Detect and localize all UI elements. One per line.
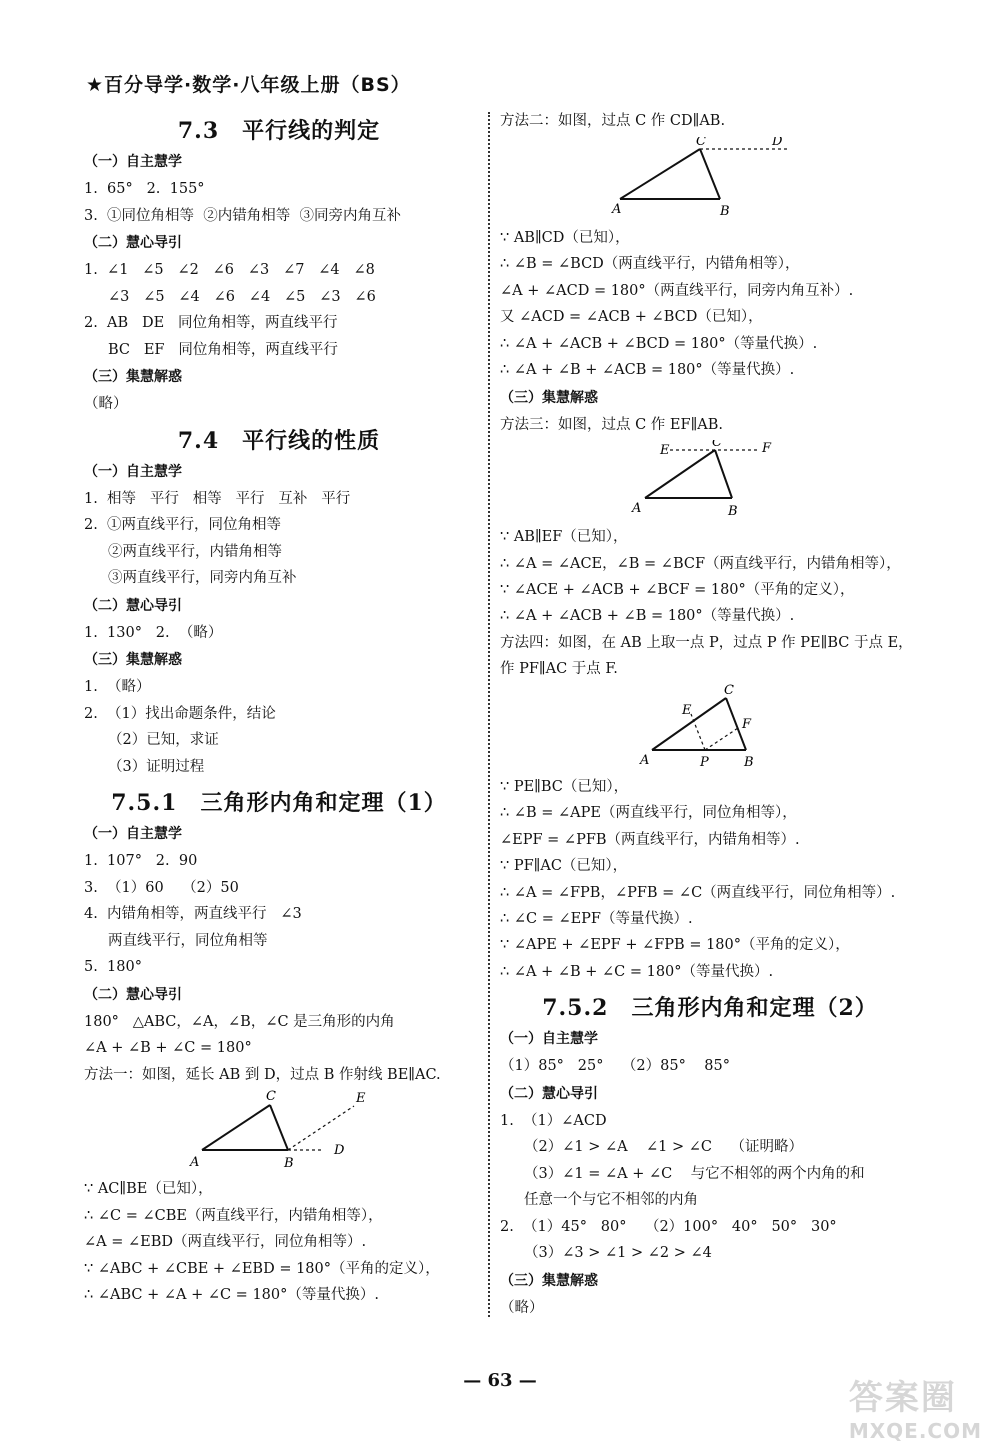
answer-line: 4. 内错角相等，两直线平行 ∠3 xyxy=(84,906,302,922)
proof-line: ∴ ∠A = ∠FPB，∠PFB = ∠C（两直线平行，同位角相等）. xyxy=(500,884,896,901)
subheading: （三）集慧解惑 xyxy=(500,1272,598,1289)
answer-line: 5. 180° xyxy=(84,959,142,975)
proof-line: ∴ ∠A + ∠ACB + ∠B = 180°（等量代换）. xyxy=(500,608,795,624)
subheading: （二）慧心导引 xyxy=(500,1085,598,1102)
subheading: （二）慧心导引 xyxy=(84,597,182,614)
subheading: （三）集慧解惑 xyxy=(500,389,598,406)
answer-line: 1. 65° 2. 155° xyxy=(84,181,205,197)
proof-line: ∠EPF = ∠PFB（两直线平行，内错角相等）. xyxy=(500,831,800,848)
right-column xyxy=(500,108,920,1321)
answer-line: 2. ①两直线平行，同位角相等 xyxy=(84,517,282,533)
answer-line: 两直线平行，同位角相等 xyxy=(108,932,268,949)
proof-line: ∵ PE∥BC（已知）， xyxy=(500,778,629,795)
answer-line: 1. 130° 2. （略） xyxy=(84,624,223,641)
answer-line: 180° △ABC，∠A，∠B，∠C 是三角形的内角 xyxy=(84,1013,395,1030)
label-E: E xyxy=(682,702,692,718)
proof-line: ∵ PF∥AC（已知）， xyxy=(500,858,628,874)
proof-line: ∴ ∠B = ∠BCD（两直线平行，内错角相等）， xyxy=(500,256,800,272)
proof-line: ∴ ∠C = ∠EPF（等量代换）. xyxy=(500,910,693,927)
label-B: B xyxy=(720,203,730,219)
label-B: B xyxy=(284,1156,294,1170)
method-intro: 方法四：如图，在 AB 上取一点 P，过点 P 作 PE∥BC 于点 E，作 PF∥AC 于点 F. xyxy=(500,634,913,677)
proof-line: ∵ AB∥EF（已知）， xyxy=(500,529,628,545)
subheading: （三）集慧解惑 xyxy=(84,652,182,668)
book-header: ★百分导学·数学·八年级上册（BS） xyxy=(86,74,411,96)
answer-line: 1. 相等 平行 相等 平行 互补 平行 xyxy=(84,490,351,507)
answer-line: （2）∠1 > ∠A ∠1 > ∠C （证明略） xyxy=(524,1139,803,1155)
label-E: E xyxy=(660,443,670,458)
proof-line: ∴ ∠B = ∠APE（两直线平行，同位角相等）， xyxy=(500,805,797,821)
watermark-logo xyxy=(849,1370,982,1443)
triangle-figure-method-2 xyxy=(500,137,920,219)
answer-line: （3）证明过程 xyxy=(108,758,205,775)
answer-line: 2. （1）45° 80° （2）100° 40° 50° 30° xyxy=(500,1218,837,1235)
label-C: C xyxy=(266,1090,276,1104)
label-C: C xyxy=(712,440,722,450)
proof-line: ∵ ∠ACE + ∠ACB + ∠BCF = 180°（平角的定义）， xyxy=(500,581,855,598)
label-C: C xyxy=(724,683,734,698)
column-divider xyxy=(488,112,490,1317)
label-D: D xyxy=(334,1143,345,1158)
left-column xyxy=(84,108,474,1309)
watermark-text: 答案圈 xyxy=(848,1378,957,1418)
subheading: （一）自主慧学 xyxy=(84,826,182,842)
triangle-figure-method-4 xyxy=(500,684,920,768)
answer-line: （略） xyxy=(500,1299,544,1316)
label-P: P xyxy=(700,754,709,768)
section-title-7-5-1: 7.5.1 三角形内角和定理（1） xyxy=(111,790,447,816)
label-C: C xyxy=(696,136,706,149)
label-A: A xyxy=(632,501,642,516)
answer-line: 3. ①同位角相等 ②内错角相等 ③同旁内角互补 xyxy=(84,207,401,224)
answer-line: 2. （1）找出命题条件，结论 xyxy=(84,705,276,722)
watermark-url: MXQE.COM xyxy=(848,1419,982,1443)
answer-line: （3）∠3 > ∠1 > ∠2 > ∠4 xyxy=(524,1245,712,1261)
proof-line: ∴ ∠A + ∠B + ∠C = 180°（等量代换）. xyxy=(500,963,774,980)
proof-line: ∴ ∠C = ∠CBE（两直线平行，内错角相等）， xyxy=(84,1207,383,1224)
answer-line: 方法一：如图，延长 AB 到 D，过点 B 作射线 BE∥AC. xyxy=(84,1066,441,1083)
subheading: （三）集慧解惑 xyxy=(84,369,182,385)
proof-line: ∠A = ∠EBD（两直线平行，同位角相等）. xyxy=(84,1234,367,1250)
label-B: B xyxy=(744,754,754,768)
proof-line: 又 ∠ACD = ∠ACB + ∠BCD（已知）， xyxy=(500,309,763,325)
answer-line: 2. AB DE 同位角相等，两直线平行 xyxy=(84,315,338,331)
section-title-7-4: 7.4 平行线的性质 xyxy=(177,427,381,454)
proof-line: ∴ ∠ABC + ∠A + ∠C = 180°（等量代换）. xyxy=(84,1287,379,1303)
subheading: （二）慧心导引 xyxy=(84,235,182,251)
answer-line: （2）已知，求证 xyxy=(108,732,219,748)
label-A: A xyxy=(612,201,622,217)
subheading: （一）自主慧学 xyxy=(84,154,182,170)
subheading: （一）自主慧学 xyxy=(84,463,182,480)
section-title-7-5-2: 7.5.2 三角形内角和定理（2） xyxy=(542,995,878,1021)
label-F: F xyxy=(762,441,772,456)
answer-line: ∠3 ∠5 ∠4 ∠6 ∠4 ∠5 ∠3 ∠6 xyxy=(108,288,376,305)
answer-line: 3. （1）60 （2）50 xyxy=(84,879,239,896)
proof-line: ∴ ∠A = ∠ACE，∠B = ∠BCF（两直线平行，内错角相等）， xyxy=(500,555,901,572)
answer-line: 1. （略） xyxy=(84,679,151,695)
answer-line: （1）85° 25° （2）85° 85° xyxy=(500,1058,730,1074)
answer-line: 任意一个与它不相邻的内角 xyxy=(524,1192,698,1208)
label-F: F xyxy=(742,716,752,732)
proof-line: ∴ ∠A + ∠ACB + ∠BCD = 180°（等量代换）. xyxy=(500,335,818,352)
proof-line: ∵ AC∥BE（已知）， xyxy=(84,1181,213,1197)
answer-line: 1. 107° 2. 90 xyxy=(84,853,198,869)
proof-line: ∵ ∠APE + ∠EPF + ∠FPB = 180°（平角的定义）， xyxy=(500,937,850,953)
answer-line: ③两直线平行，同旁内角互补 xyxy=(108,570,297,586)
answer-line: 1. ∠1 ∠5 ∠2 ∠6 ∠3 ∠7 ∠4 ∠8 xyxy=(84,262,375,278)
answer-line: 1. （1）∠ACD xyxy=(500,1112,607,1129)
answer-line: （略） xyxy=(84,396,128,412)
answer-line: （3）∠1 = ∠A + ∠C 与它不相邻的两个内角的和 xyxy=(524,1165,865,1182)
label-D: D xyxy=(772,136,783,149)
section-title-7-3: 7.3 平行线的判定 xyxy=(177,118,381,144)
label-B: B xyxy=(728,504,738,518)
proof-line: ∵ ∠ABC + ∠CBE + ∠EBD = 180°（平角的定义）， xyxy=(84,1260,440,1277)
label-E: E xyxy=(356,1091,366,1106)
answer-line: ∠A + ∠B + ∠C = 180° xyxy=(84,1040,252,1056)
proof-line: ∠A + ∠ACD = 180°（两直线平行，同旁内角互补）. xyxy=(500,282,854,299)
label-A: A xyxy=(640,752,650,768)
label-A: A xyxy=(190,1155,200,1170)
subheading: （一）自主慧学 xyxy=(500,1031,598,1047)
proof-line: ∵ AB∥CD（已知）， xyxy=(500,229,630,246)
answer-line: BC EF 同位角相等，两直线平行 xyxy=(108,341,338,358)
proof-line: ∴ ∠A + ∠B + ∠ACB = 180°（等量代换）. xyxy=(500,362,795,378)
triangle-figure-method-1 xyxy=(84,1090,474,1170)
triangle-figure-method-3 xyxy=(500,440,920,518)
page-number: — 63 — xyxy=(463,1370,537,1391)
answer-line: ②两直线平行，内错角相等 xyxy=(108,543,282,560)
subheading: （二）慧心导引 xyxy=(84,986,182,1003)
method-intro: 方法三：如图，过点 C 作 EF∥AB. xyxy=(500,416,724,433)
method-intro: 方法二：如图，过点 C 作 CD∥AB. xyxy=(500,113,726,129)
